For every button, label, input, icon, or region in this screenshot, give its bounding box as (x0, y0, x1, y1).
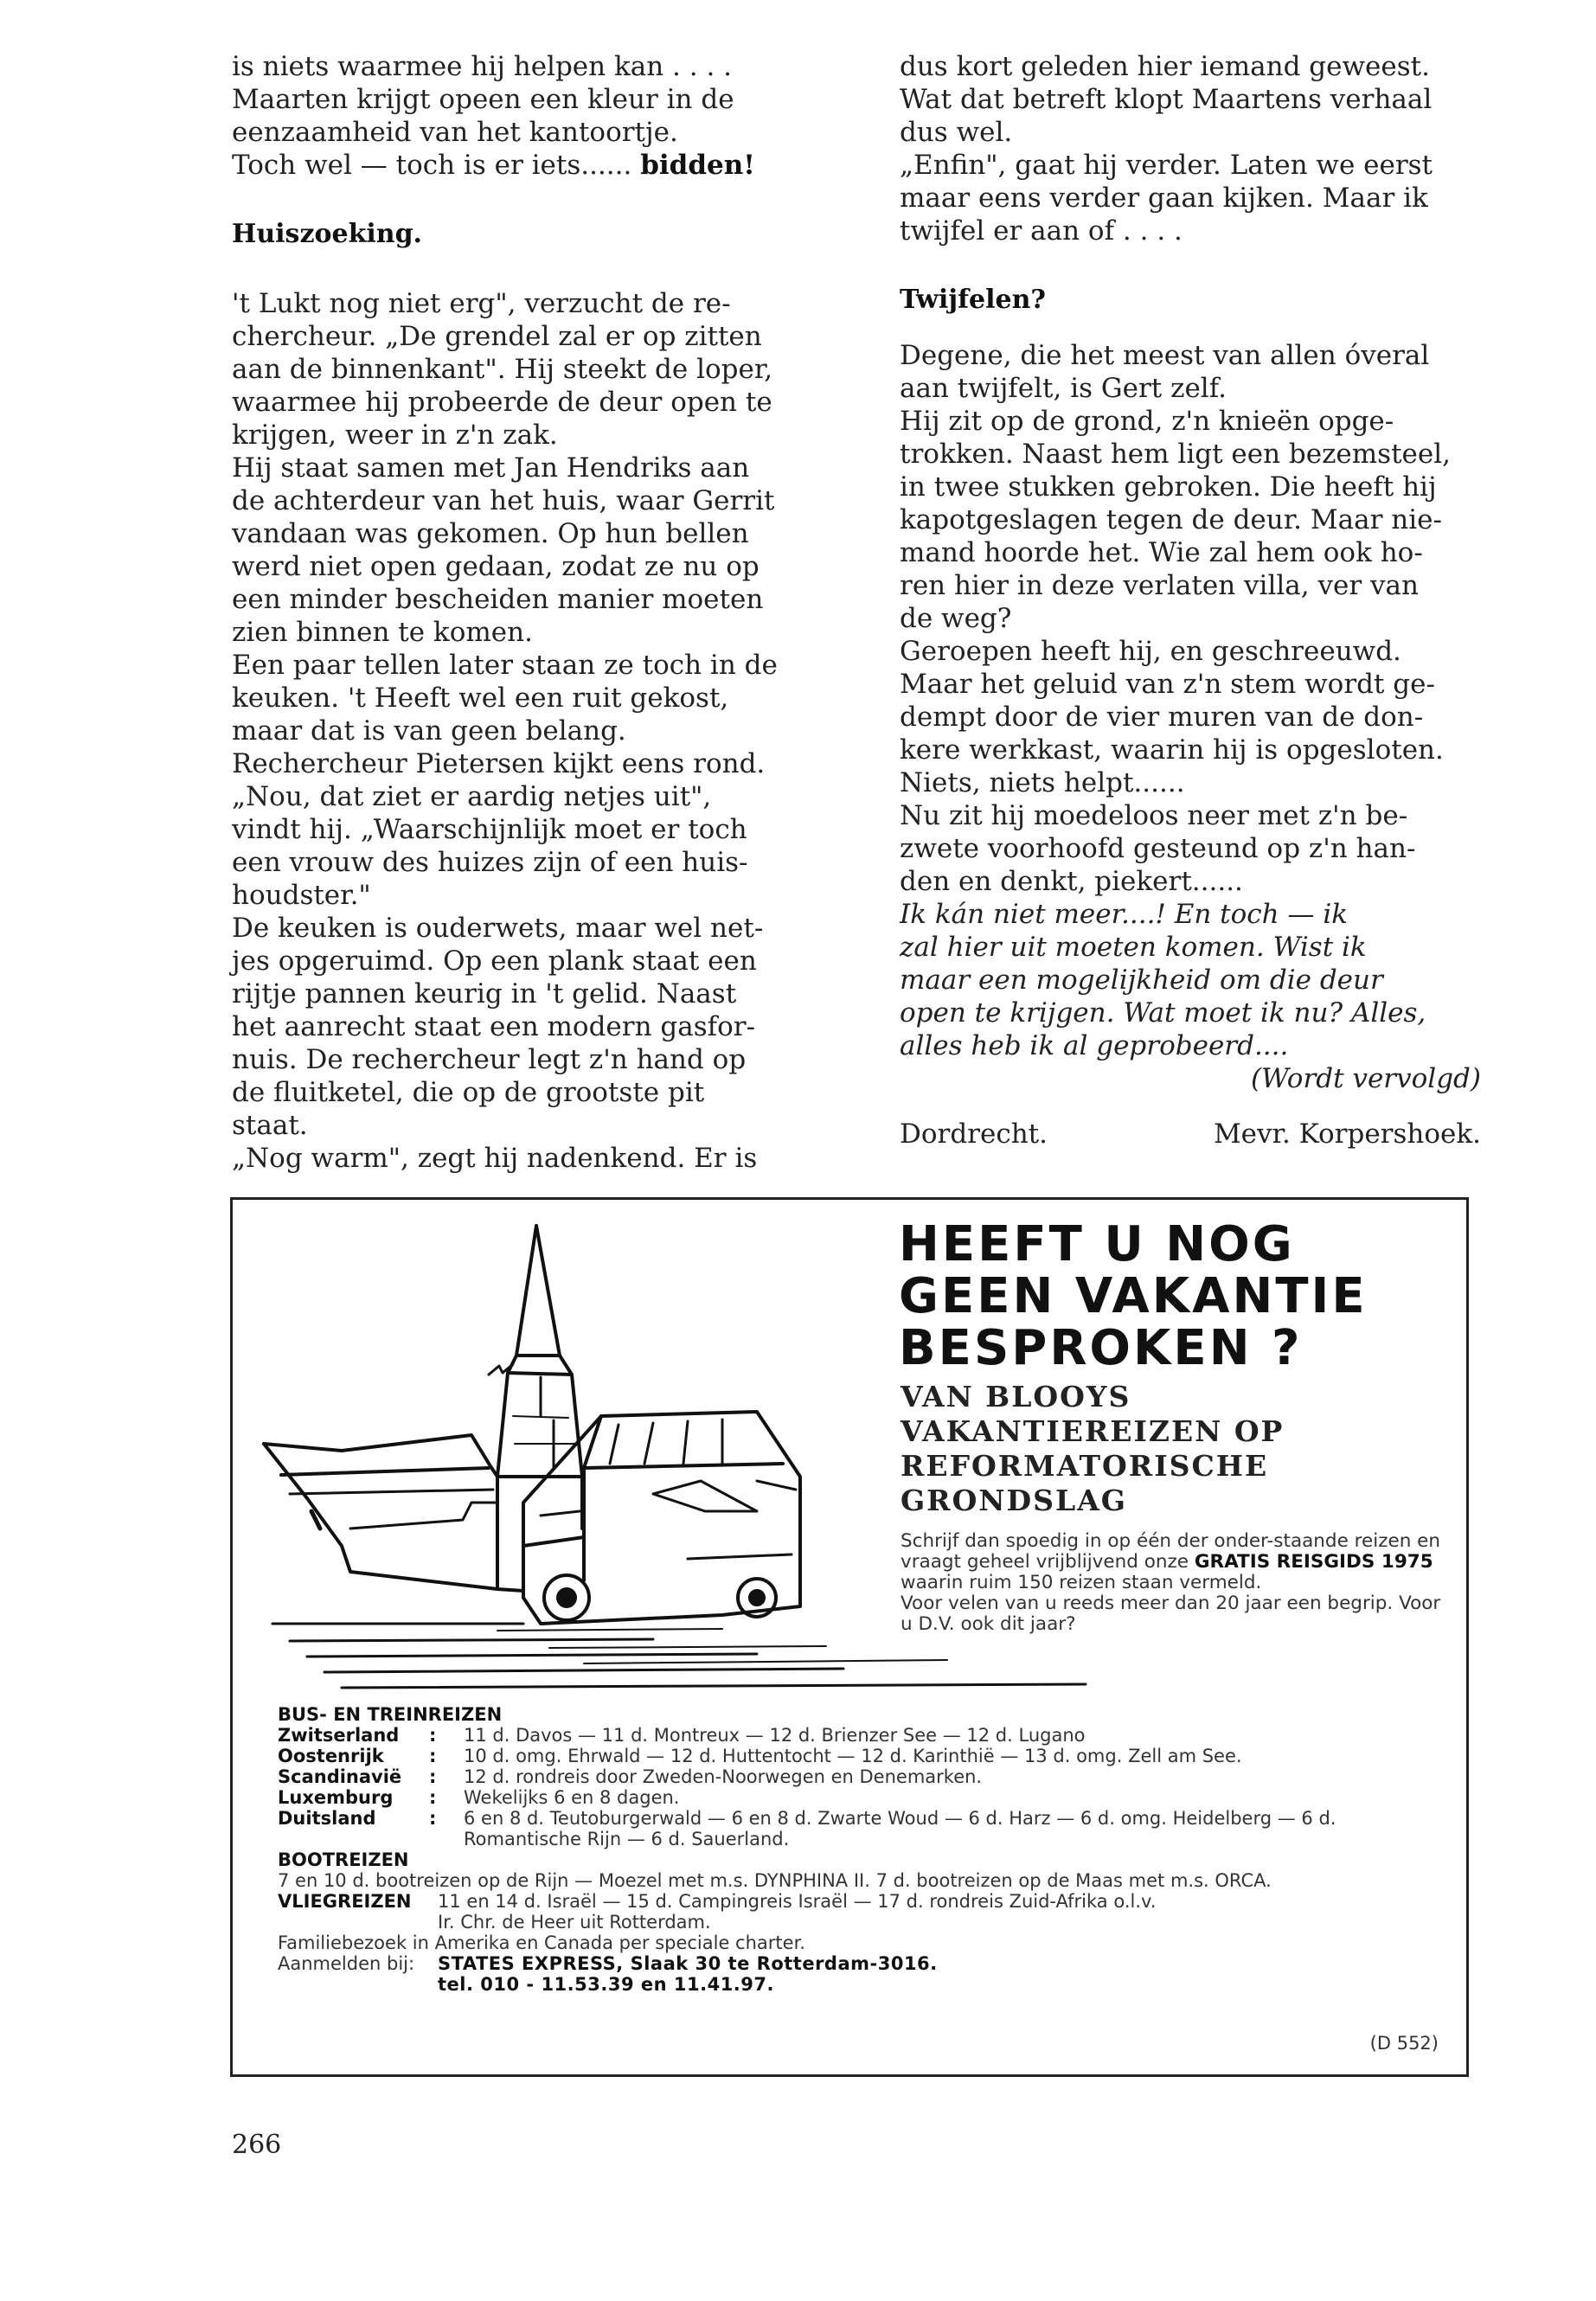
contact-phone: tel. 010 - 11.53.39 en 11.41.97. (438, 1974, 774, 1995)
page-number: 266 (232, 2130, 282, 2160)
paragraph: 't Lukt nog niet erg", verzucht de re- chercheur. „De grendel zal er op zitten aan de binnenkant". Hij steekt de loper, waarmee hij probeerde de deur open te krijgen, weer in z'n zak. (232, 288, 773, 451)
paragraph: Hij zit op de grond, z'n knieën opge- trokken. Naast hem ligt een bezemsteel, in twee stukken gebroken. Die heeft hij kapotgeslagen tegen de deur. Maar nie- mand hoorde het. Wie zal hem ook ho- ren hier in deze verlaten villa, ver van de weg? (900, 406, 1451, 634)
flight-trips-cont: Ir. Chr. de Heer uit Rotterdam. (438, 1912, 711, 1932)
travel-advertisement (230, 1197, 1469, 2077)
story-left-column (232, 50, 803, 1175)
ad-headline: HEEFT U NOG GEEN VAKANTIE BESPROKEN ? (899, 1216, 1368, 1376)
trip-row: Zwitserland : 11 d. Davos — 11 d. Montreux — 12 d. Brienzer See — 12 d. Lugano (278, 1725, 1086, 1746)
italic-inner-thought: Ik kán niet meer....! En toch — ik zal hier uit moeten komen. Wist ik maar een mogelijkheid om die deur open te krijgen. Wat moet ik nu? Alles, alles heb ik al geprobeerd.... (900, 899, 1426, 1061)
contact-row: Aanmelden bij: STATES EXPRESS, Slaak 30 te Rotterdam-3016. (278, 1953, 938, 1974)
ad-intro-text: Schrijf dan spoedig in op één der onder-staande reizen en vraagt geheel vrijblijvend onze GRATIS REISGIDS 1975 waarin ruim 150 reizen staan vermeld. Voor velen van u reeds meer dan 20 jaar een begrip. Voor u D.V. ook dit jaar? (901, 1530, 1441, 1635)
paragraph: Niets, niets helpt...... (900, 767, 1185, 798)
paragraph: Nu zit hij moedeloos neer met z'n be- zwete voorhoofd gesteund op z'n han- den en denkt, piekert...... (900, 800, 1416, 897)
paragraph: Rechercheur Pietersen kijkt eens rond. „Nou, dat ziet er aardig netjes uit", vindt hij. „Waarschijnlijk moet er toch een vrouw des huizes zijn of een huis- houdster." (232, 748, 766, 911)
flight-trips: VLIEGREIZEN 11 en 14 d. Israël — 15 d. Campingreis Israël — 17 d. rondreis Zuid-Afrika o.l.v. (278, 1891, 1157, 1912)
trip-list (278, 1704, 1454, 1995)
category-flight: VLIEGREIZEN (278, 1891, 412, 1912)
paragraph: dus kort geleden hier iemand geweest. Wat dat betreft klopt Maartens verhaal dus wel. (900, 51, 1433, 148)
paragraph: Degene, die het meest van allen óveral aan twijfelt, is Gert zelf. (900, 340, 1430, 404)
section-heading-huiszoeking: Huiszoeking. (232, 219, 422, 249)
place: Dordrecht. (900, 1118, 1048, 1150)
category-bus: BUS- EN TREINREIZEN (278, 1704, 503, 1725)
paragraph: Een paar tellen later staan ze toch in de keuken. 't Heeft wel een ruit gekost, maar dat is van geen belang. (232, 650, 778, 747)
trip-row: Luxemburg : Wekelijks 6 en 8 dagen. (278, 1787, 680, 1808)
section-heading-twijfelen: Twijfelen? (900, 285, 1046, 315)
ad-subheadline: VAN BLOOYS VAKANTIEREIZEN OP REFORMATORISCHE GRONDSLAG (901, 1380, 1285, 1517)
trip-row: Duitsland : 6 en 8 d. Teutoburgerwald — 6 en 8 d. Zwarte Woud — 6 d. Harz — 6 d. omg. Heidelberg — 6 d. Romantische Rijn — 6 d. Sauerland. (278, 1808, 1336, 1849)
trip-row: Oostenrijk : 10 d. omg. Ehrwald — 12 d. Huttentocht — 12 d. Karinthië — 13 d. omg. Zell am See. (278, 1746, 1242, 1766)
ad-code: (D 552) (1369, 2033, 1439, 2054)
boat-trips: 7 en 10 d. bootreizen op de Rijn — Moezel met m.s. DYNPHINA II. 7 d. bootreizen op de Maas met m.s. ORCA. (278, 1870, 1272, 1891)
emphasis-bidden: bidden! (640, 150, 755, 181)
paragraph: „Nog warm", zegt hij nadenkend. Er is (232, 1143, 758, 1174)
signature-line (900, 1118, 1481, 1150)
paragraph: Hij staat samen met Jan Hendriks aan de achterdeur van het huis, waar Gerrit vandaan was gekomen. Op hun bellen werd niet open gedaan, zodat ze nu op een minder bescheiden manier moeten zien binnen te komen. (232, 452, 775, 648)
paragraph: „Enfin", gaat hij verder. Laten we eerst maar eens verder gaan kijken. Maar ik twijfel er aan of . . . . (900, 150, 1433, 247)
trip-row: Scandinavië : 12 d. rondreis door Zweden-Noorwegen en Denemarken. (278, 1766, 983, 1787)
paragraph: De keuken is ouderwets, maar wel net- jes opgeruimd. Op een plank staat een rijtje pannen keurig in 't gelid. Naast het aanrecht staat een modern gasfor- nuis. De rechercheur legt z'n hand op de fluitketel, die op de grootste pit staat. (232, 913, 764, 1141)
free-guide-highlight: GRATIS REISGIDS 1975 (1194, 1551, 1433, 1573)
family-visit: Familiebezoek in Amerika en Canada per speciale charter. (278, 1932, 805, 1953)
paragraph: Geroepen heeft hij, en geschreeuwd. Maar het geluid van z'n stem wordt ge- dempt door de vier muren van de don- kere werkkast, waarin hij is opgesloten. (900, 636, 1444, 766)
category-boat: BOOTREIZEN (278, 1849, 409, 1870)
paragraph: is niets waarmee hij helpen kan . . . . Maarten krijgt opeen een kleur in de eenzaamheid van het kantoortje. Toch wel — toch is er iets...... bidden! (232, 51, 755, 181)
author: Mevr. Korpershoek. (1213, 1118, 1481, 1150)
story-right-column (900, 50, 1481, 1150)
continued-note: (Wordt vervolgd) (1250, 1063, 1481, 1094)
